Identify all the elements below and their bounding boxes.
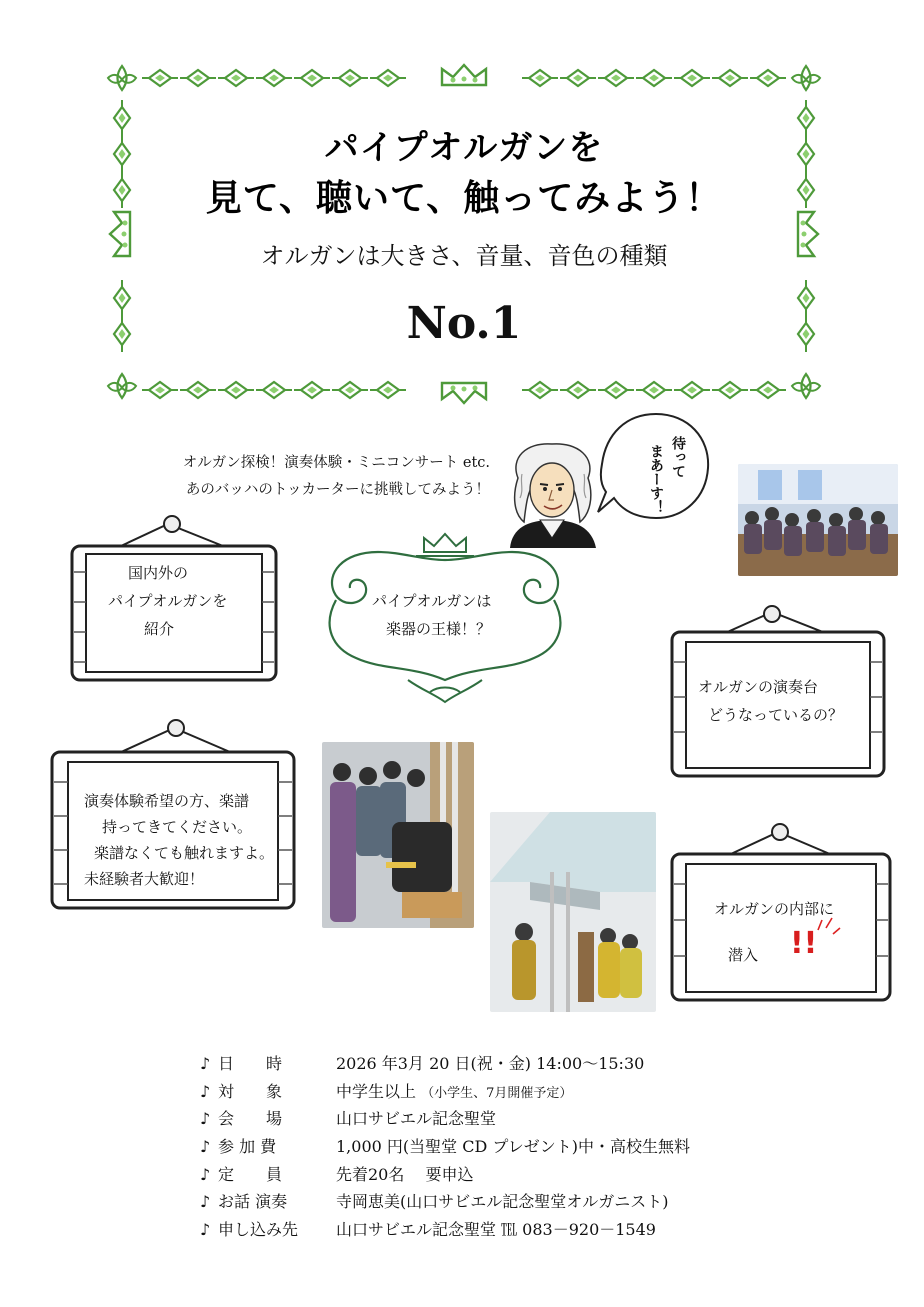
- info-row: [200, 1078, 840, 1106]
- bubble-line-1: 待って: [670, 436, 686, 478]
- intro-line-1: オルガン探検！演奏体験・ミニコンサート etc.: [182, 455, 490, 471]
- speech-bubble: [596, 408, 716, 528]
- event-info-list: [200, 1050, 840, 1244]
- title-line-1: パイプオルガンを: [324, 128, 604, 168]
- bubble-line-2: まあーす！: [648, 444, 664, 514]
- info-row: [200, 1105, 840, 1133]
- info-row: [200, 1133, 840, 1161]
- info-label: 会 場: [218, 1109, 283, 1129]
- music-note-icon: ♪: [200, 1109, 211, 1129]
- board-right-top-line-2: どうなっているの？: [708, 706, 844, 724]
- photo-audience: [738, 464, 898, 576]
- board-left-bottom-line-4: 未経験者大歓迎！: [84, 870, 205, 888]
- board-right-top-line-1: オルガンの演奏台: [698, 678, 819, 696]
- issue-number: No.1: [406, 298, 522, 349]
- intro-text: [120, 450, 490, 504]
- board-left-bottom-line-1: 演奏体験希望の方、楽譜: [84, 792, 250, 810]
- music-note-icon: ♪: [200, 1081, 211, 1101]
- board-left-top-line-1: 国内外の: [128, 564, 189, 582]
- info-note: （小学生、7月開催予定）: [421, 1085, 573, 1101]
- board-left-top-line-2: パイプオルガンを: [108, 592, 228, 610]
- board-right-bottom-line-1: オルガンの内部に: [714, 900, 835, 918]
- signboard-organ-console: [668, 602, 890, 780]
- info-label: 申し込み先: [218, 1220, 299, 1240]
- info-row: [200, 1216, 840, 1244]
- info-label: 対 象: [218, 1081, 283, 1101]
- info-label: 定 員: [218, 1164, 283, 1184]
- info-row: [200, 1050, 840, 1078]
- music-note-icon: ♪: [200, 1192, 211, 1212]
- info-value: 先着20名 要申込: [336, 1164, 474, 1184]
- info-value: 中学生以上: [336, 1081, 417, 1101]
- signboard-introduce-organs: [68, 512, 282, 684]
- board-right-bottom-line-2: 潜入: [728, 946, 759, 964]
- signboard-inside-organ: [668, 820, 894, 1004]
- decorative-green-frame: [100, 60, 828, 408]
- board-left-bottom-line-2: 持ってきてください。: [102, 818, 253, 836]
- music-note-icon: ♪: [200, 1220, 211, 1240]
- music-note-icon: ♪: [200, 1137, 211, 1157]
- photo-inside-organ: [490, 812, 656, 1012]
- info-value: 1,000 円(当聖堂 CD プレゼント)中・高校生無料: [336, 1137, 690, 1157]
- info-label: 日 時: [218, 1054, 283, 1073]
- info-value: 山口サビエル記念聖堂: [336, 1109, 497, 1129]
- intro-line-2: あのバッハのトッカーターに挑戦してみよう！: [185, 482, 490, 498]
- info-value: 寺岡恵美(山口サビエル記念聖堂オルガニスト): [336, 1192, 669, 1212]
- info-label: お話 演奏: [218, 1192, 288, 1212]
- title-line-2: 見て、聴いて、触ってみよう！: [205, 178, 723, 219]
- signboard-bring-sheet-music: [48, 716, 298, 912]
- info-value: 山口サビエル記念聖堂 ℡ 083－920－1549: [336, 1220, 656, 1240]
- info-label: 参 加 費: [218, 1137, 277, 1157]
- info-row: [200, 1161, 840, 1189]
- ornament-king-of-instruments: [312, 530, 578, 708]
- music-note-icon: ♪: [200, 1054, 211, 1073]
- board-center-line-2: 楽器の王様！？: [386, 620, 492, 638]
- photo-organ-keyboard: [322, 742, 474, 928]
- board-left-top-line-3: 紹介: [144, 620, 175, 638]
- board-left-bottom-line-3: 楽譜なくても触れますよ。: [94, 844, 275, 862]
- exclamation-marks: !!: [790, 926, 818, 961]
- music-note-icon: ♪: [200, 1164, 211, 1184]
- board-center-line-1: パイプオルガンは: [372, 592, 492, 610]
- info-row: [200, 1188, 840, 1216]
- info-value: 2026 年3月 20 日(祝・金) 14:00～15:30: [336, 1054, 645, 1073]
- subtitle: オルガンは大きさ、音量、音色の種類: [260, 242, 668, 270]
